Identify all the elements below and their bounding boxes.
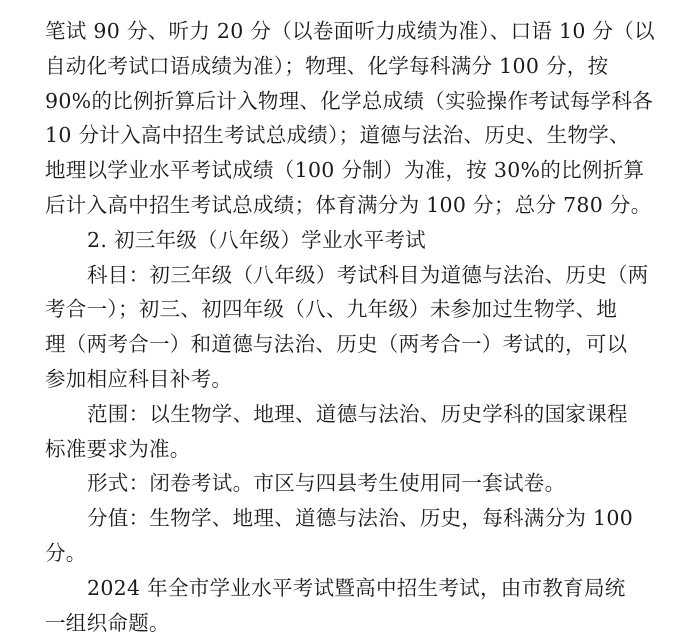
text-line: 地理以学业水平考试成绩（100 分制）为准，按 30%的比例折算: [45, 158, 645, 183]
document-body: [45, 14, 665, 640]
text-line: 自动化考试口语成绩为准）；物理、化学每科满分 100 分，按: [45, 53, 609, 78]
text-line: 科目：初三年级（八年级）考试科目为道德与法治、历史（两: [87, 262, 649, 287]
text-line: 90%的比例折算后计入物理、化学总成绩（实验操作考试每学科各: [45, 88, 654, 113]
text-line: 理（两考合一）和道德与法治、历史（两考合一）考试的，可以: [45, 332, 628, 357]
text-line: 2024 年全市学业水平考试暨高中招生考试，由市教育局统: [87, 575, 626, 600]
text-line: 分值：生物学、地理、道德与法治、历史，每科满分为 100: [87, 506, 634, 531]
text-line: 参加相应科目补考。: [45, 366, 233, 391]
text-line: 笔试 90 分、听力 20 分（以卷面听力成绩为准）、口语 10 分（以: [45, 19, 655, 43]
text-line: 范围：以生物学、地理、道德与法治、历史学科的国家课程: [87, 401, 628, 426]
text-line: 后计入高中招生考试总成绩；体育满分为 100 分；总分 780 分。: [45, 192, 652, 217]
text-line: 10 分计入高中招生考试总成绩）；道德与法治、历史、生物学、: [45, 123, 630, 148]
text-line: 分。: [45, 540, 87, 565]
text-line: 标准要求为准。: [45, 436, 191, 461]
section-heading: 2. 初三年级（八年级）学业水平考试: [87, 227, 426, 252]
text-line: 形式：闭卷考试。市区与四县考生使用同一套试卷。: [87, 471, 566, 496]
text-line: 一组织命题。: [45, 610, 170, 635]
text-line: 考合一）；初三、初四年级（八、九年级）未参加过生物学、地: [45, 297, 618, 322]
